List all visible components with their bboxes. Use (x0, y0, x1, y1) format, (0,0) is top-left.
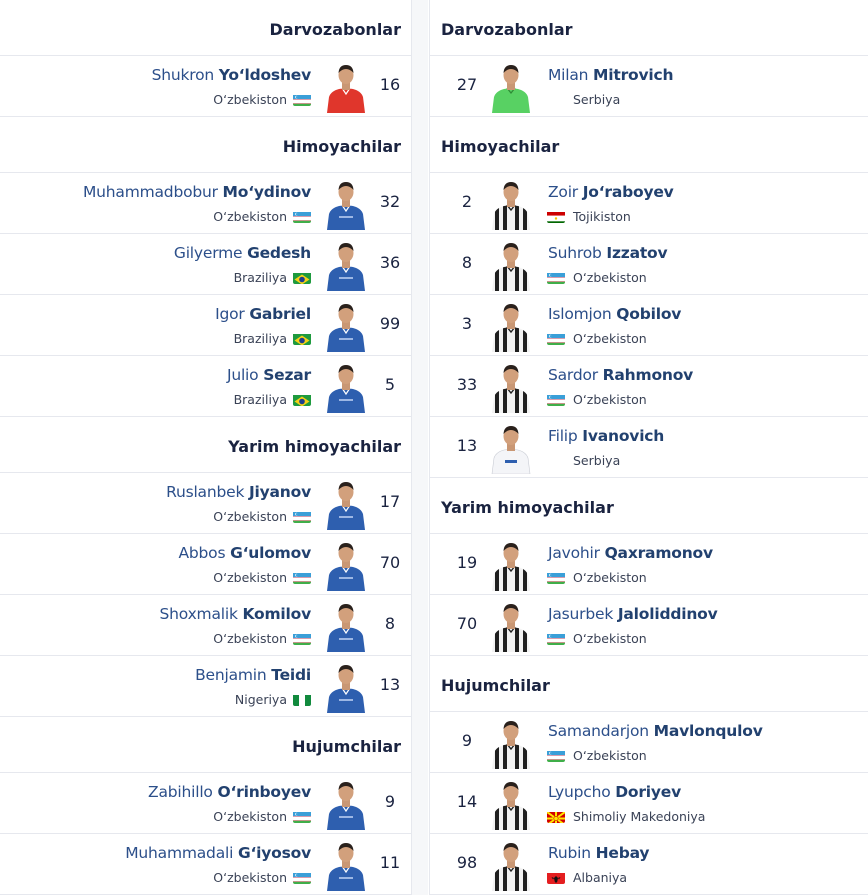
player-last-name: Izzatov (606, 244, 668, 262)
player-row[interactable] (0, 234, 411, 295)
player-last-name: G‘iyosov (237, 844, 311, 862)
uz-flag-icon (293, 871, 311, 884)
player-name[interactable] (125, 844, 311, 862)
player-last-name: Doriyev (615, 783, 682, 801)
player-number: 9 (461, 731, 473, 750)
player-last-name: Sezar (263, 366, 311, 384)
player-country: Braziliya (233, 270, 287, 285)
player-first-name: Javohir (548, 544, 600, 562)
column-gutter (412, 0, 428, 895)
player-last-name: Jaloliddinov (617, 605, 718, 623)
uz-flag-icon (293, 810, 311, 823)
player-country: O‘zbekiston (213, 809, 287, 824)
player-first-name: Rubin (548, 844, 591, 862)
player-row[interactable] (430, 417, 868, 478)
player-last-name: Jo‘raboyev (582, 183, 674, 201)
player-last-name: Rahmonov (602, 366, 694, 384)
player-first-name: Zoir (548, 183, 578, 201)
br-flag-icon (293, 393, 311, 406)
ng-flag-icon (293, 693, 311, 706)
player-last-name: O‘rinboyev (217, 783, 311, 801)
uz-flag-icon (547, 632, 565, 645)
player-name[interactable] (548, 783, 681, 801)
player-last-name: Yo‘ldoshev (218, 66, 311, 84)
player-row[interactable] (430, 595, 868, 656)
player-first-name: Lyupcho (548, 783, 611, 801)
player-country: O‘zbekiston (573, 392, 647, 407)
player-photo (486, 178, 536, 230)
player-first-name: Muhammadbobur (82, 183, 218, 201)
uz-flag-icon (547, 393, 565, 406)
player-country: Tojikiston (573, 209, 631, 224)
player-number: 14 (456, 792, 478, 811)
player-number: 17 (379, 492, 401, 511)
player-number: 13 (456, 436, 478, 455)
section-title: Hujumchilar (441, 676, 550, 695)
player-last-name: Hebay (595, 844, 650, 862)
player-number: 2 (461, 192, 473, 211)
player-photo (486, 839, 536, 891)
player-number: 70 (379, 553, 401, 572)
flag-icon (547, 93, 565, 106)
player-first-name: Shoxmalik (159, 605, 238, 623)
player-first-name: Julio (226, 366, 259, 384)
player-last-name: Komilov (242, 605, 311, 623)
player-first-name: Milan (548, 66, 589, 84)
player-photo (321, 178, 371, 230)
player-row[interactable] (0, 834, 411, 895)
player-first-name: Gilyerme (173, 244, 243, 262)
player-last-name: Teidi (271, 666, 311, 684)
away-team-column (429, 0, 868, 895)
player-first-name: Shukron (151, 66, 214, 84)
player-row[interactable] (0, 473, 411, 534)
player-country: Serbiya (573, 92, 621, 107)
uz-flag-icon (547, 749, 565, 762)
player-row[interactable] (0, 773, 411, 834)
player-first-name: Filip (548, 427, 578, 445)
player-country: O‘zbekiston (573, 631, 647, 646)
uz-flag-icon (293, 210, 311, 223)
player-name[interactable] (215, 305, 311, 323)
player-last-name: Gedesh (247, 244, 311, 262)
player-photo (321, 600, 371, 652)
uz-flag-icon (293, 510, 311, 523)
player-first-name: Islomjon (548, 305, 612, 323)
player-photo (486, 600, 536, 652)
player-photo (321, 661, 371, 713)
player-number: 70 (456, 614, 478, 633)
player-photo (486, 239, 536, 291)
player-country: O‘zbekiston (213, 509, 287, 524)
player-number: 8 (461, 253, 473, 272)
player-photo (321, 61, 371, 113)
player-country: Braziliya (233, 331, 287, 346)
section-title: Hujumchilar (292, 737, 401, 756)
player-row[interactable] (430, 712, 868, 773)
player-name[interactable] (548, 366, 693, 384)
player-first-name: Ruslanbek (166, 483, 245, 501)
player-last-name: Jiyanov (248, 483, 311, 501)
player-country: O‘zbekiston (573, 331, 647, 346)
player-first-name: Benjamin (195, 666, 267, 684)
player-photo (321, 239, 371, 291)
home-team-column (0, 0, 412, 895)
player-name[interactable] (83, 183, 311, 201)
section-title: Yarim himoyachilar (441, 498, 614, 517)
player-photo (321, 539, 371, 591)
flag-icon (547, 454, 565, 467)
section-title: Darvozabonlar (441, 20, 573, 39)
uz-flag-icon (293, 93, 311, 106)
player-name[interactable] (548, 844, 649, 862)
player-number: 27 (456, 75, 478, 94)
player-name[interactable] (148, 783, 311, 801)
player-row[interactable] (430, 356, 868, 417)
player-country: Shimoliy Makedoniya (573, 809, 706, 824)
player-last-name: Qobilov (616, 305, 682, 323)
player-photo (486, 300, 536, 352)
player-last-name: Mitrovich (593, 66, 674, 84)
player-row[interactable] (430, 234, 868, 295)
uz-flag-icon (293, 571, 311, 584)
player-number: 11 (379, 853, 401, 872)
player-country: Braziliya (233, 392, 287, 407)
player-first-name: Suhrob (548, 244, 602, 262)
player-row[interactable] (430, 773, 868, 834)
player-country: Nigeriya (234, 692, 287, 707)
player-country: O‘zbekiston (573, 270, 647, 285)
player-first-name: Abbos (178, 544, 226, 562)
player-row[interactable] (430, 295, 868, 356)
player-row[interactable] (0, 295, 411, 356)
player-first-name: Zabihillo (148, 783, 213, 801)
player-country: O‘zbekiston (213, 631, 287, 646)
player-first-name: Jasurbek (548, 605, 614, 623)
player-row[interactable] (430, 173, 868, 234)
player-number: 99 (379, 314, 401, 333)
player-first-name: Sardor (548, 366, 598, 384)
player-number: 9 (384, 792, 396, 811)
uz-flag-icon (547, 332, 565, 345)
player-row[interactable] (430, 834, 868, 895)
player-country: O‘zbekiston (213, 209, 287, 224)
section-title: Himoyachilar (282, 137, 401, 156)
player-name[interactable] (160, 605, 312, 623)
br-flag-icon (293, 271, 311, 284)
player-number: 32 (379, 192, 401, 211)
player-number: 5 (384, 375, 396, 394)
player-last-name: Ivanovich (582, 427, 665, 445)
player-photo (321, 839, 371, 891)
player-name[interactable] (548, 544, 713, 562)
player-photo (486, 422, 536, 474)
player-name[interactable] (195, 666, 311, 684)
player-first-name: Muhammadali (125, 844, 234, 862)
player-country: Albaniya (573, 870, 628, 885)
player-row[interactable] (0, 656, 411, 717)
player-name[interactable] (548, 183, 674, 201)
player-name[interactable] (548, 605, 718, 623)
player-name[interactable] (227, 366, 311, 384)
uz-flag-icon (293, 632, 311, 645)
section-title: Yarim himoyachilar (228, 437, 401, 456)
player-number: 36 (379, 253, 401, 272)
player-name[interactable] (548, 66, 673, 84)
player-row[interactable] (0, 534, 411, 595)
player-row[interactable] (0, 56, 411, 117)
player-country: O‘zbekiston (573, 570, 647, 585)
player-number: 19 (456, 553, 478, 572)
player-photo (321, 361, 371, 413)
player-photo (486, 539, 536, 591)
player-country: O‘zbekiston (573, 748, 647, 763)
al-flag-icon (547, 871, 565, 884)
player-last-name: Mavlonqulov (653, 722, 763, 740)
player-photo (486, 61, 536, 113)
player-number: 16 (379, 75, 401, 94)
player-country: O‘zbekiston (213, 570, 287, 585)
player-number: 8 (384, 614, 396, 633)
player-row[interactable] (0, 595, 411, 656)
player-row[interactable] (0, 173, 411, 234)
player-photo (321, 478, 371, 530)
player-name[interactable] (548, 305, 681, 323)
player-number: 13 (379, 675, 401, 694)
player-first-name: Samandarjon (548, 722, 649, 740)
player-name[interactable] (179, 544, 312, 562)
player-name[interactable] (548, 427, 664, 445)
br-flag-icon (293, 332, 311, 345)
player-name[interactable] (548, 244, 667, 262)
player-number: 3 (461, 314, 473, 333)
section-title: Darvozabonlar (269, 20, 401, 39)
player-last-name: Gabriel (249, 305, 311, 323)
section-title: Himoyachilar (441, 137, 560, 156)
player-number: 98 (456, 853, 478, 872)
player-country: Serbiya (573, 453, 621, 468)
player-first-name: Igor (215, 305, 245, 323)
player-name[interactable] (166, 483, 311, 501)
player-last-name: G‘ulomov (230, 544, 311, 562)
player-photo (321, 300, 371, 352)
uz-flag-icon (547, 571, 565, 584)
player-country: O‘zbekiston (213, 92, 287, 107)
mk-flag-icon (547, 810, 565, 823)
player-number: 33 (456, 375, 478, 394)
player-country: O‘zbekiston (213, 870, 287, 885)
player-name[interactable] (548, 722, 763, 740)
tj-flag-icon (547, 210, 565, 223)
player-last-name: Mo‘ydinov (222, 183, 311, 201)
uz-flag-icon (547, 271, 565, 284)
player-name[interactable] (174, 244, 311, 262)
player-name[interactable] (152, 66, 311, 84)
player-photo (321, 778, 371, 830)
player-last-name: Qaxramonov (604, 544, 713, 562)
player-row[interactable] (430, 56, 868, 117)
player-row[interactable] (430, 534, 868, 595)
player-photo (486, 717, 536, 769)
player-photo (486, 778, 536, 830)
player-row[interactable] (0, 356, 411, 417)
player-photo (486, 361, 536, 413)
